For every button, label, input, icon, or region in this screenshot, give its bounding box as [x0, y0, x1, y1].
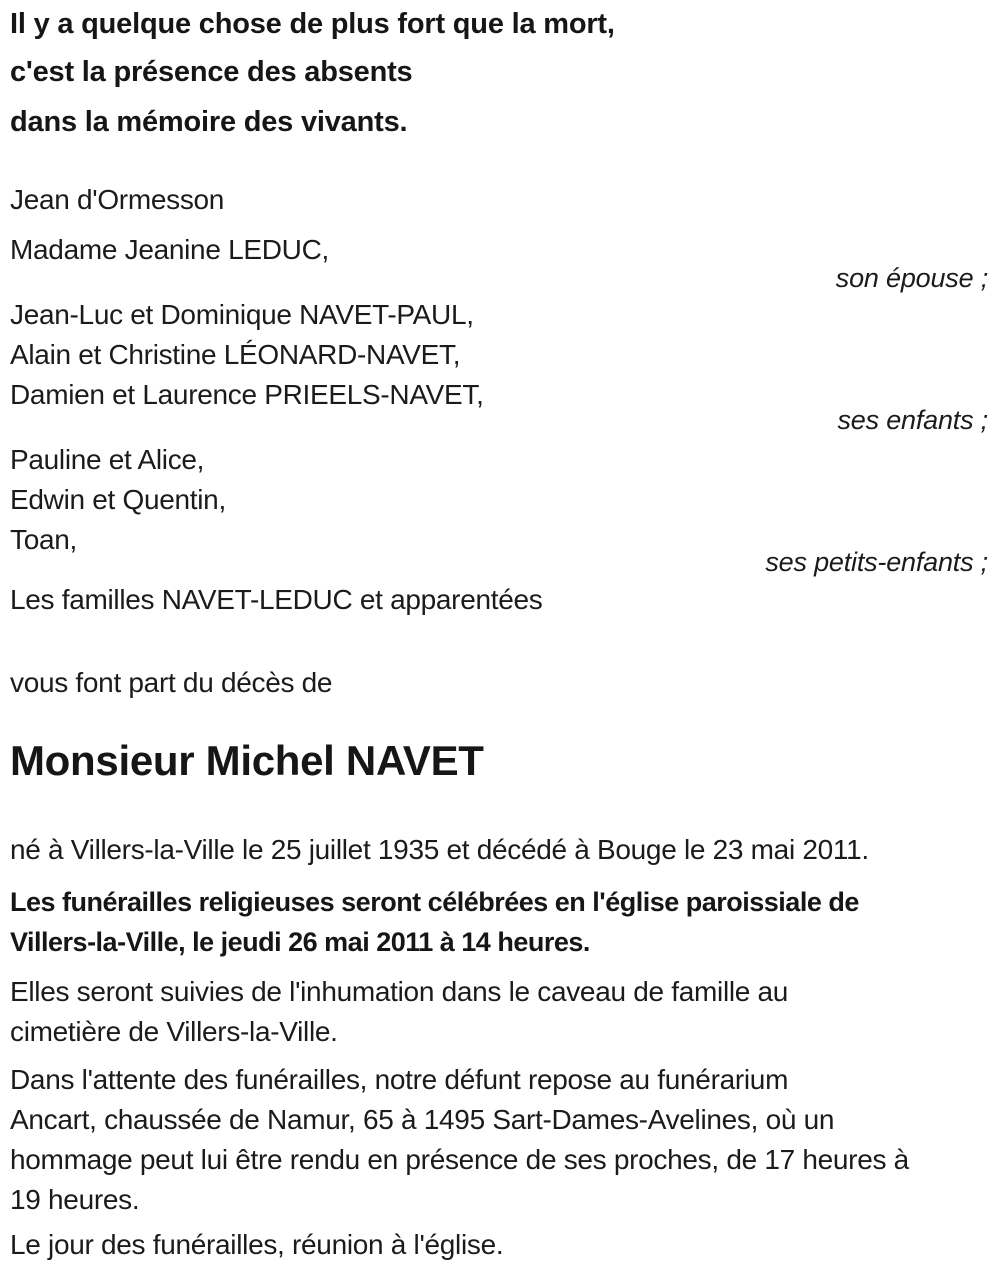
children-relation-label: ses enfants ; [837, 405, 988, 435]
spouse-relation-label: son épouse ; [835, 263, 988, 293]
visitation-line-1: Dans l'attente des funérailles, notre défunt repose au funérarium [10, 1064, 789, 1095]
quote-line-2: c'est la présence des absents [10, 56, 413, 88]
burial-line-1: Elles seront suivies de l'inhumation dans le caveau de famille au [10, 976, 789, 1007]
grandchild-name-2: Edwin et Quentin, [10, 484, 226, 515]
quote-line-3: dans la mémoire des vivants. [10, 106, 408, 138]
birth-death-line: né à Villers-la-Ville le 25 juillet 1935 et décédé à Bouge le 23 mai 2011. [10, 834, 869, 865]
child-name-1: Jean-Luc et Dominique NAVET-PAUL, [10, 299, 474, 330]
quote-line-1: Il y a quelque chose de plus fort que la mort, [10, 8, 615, 40]
assembly-line: Le jour des funérailles, réunion à l'église. [10, 1229, 504, 1260]
ceremony-paragraph [10, 882, 859, 962]
burial-line-2: cimetière de Villers-la-Ville. [10, 1016, 338, 1047]
deceased-name-title: Monsieur Michel NAVET [10, 737, 484, 784]
grandchild-name-3: Toan, [10, 524, 77, 555]
grandchildren-names [10, 440, 226, 560]
child-name-2: Alain et Christine LÉONARD-NAVET, [10, 339, 461, 370]
visitation-paragraph [10, 1060, 909, 1220]
child-name-3: Damien et Laurence PRIEELS-NAVET, [10, 379, 484, 410]
visitation-line-3: hommage peut lui être rendu en présence de ses proches, de 17 heures à [10, 1144, 909, 1175]
announcement-intro: vous font part du décès de [10, 667, 333, 698]
families-line: Les familles NAVET-LEDUC et apparentées [10, 584, 543, 615]
spouse-name: Madame Jeanine LEDUC, [10, 234, 329, 265]
children-names [10, 295, 484, 415]
ceremony-line-2: Villers-la-Ville, le jeudi 26 mai 2011 à 14 heures. [10, 927, 590, 957]
burial-paragraph [10, 972, 788, 1052]
grandchildren-relation-label: ses petits-enfants ; [765, 547, 988, 577]
visitation-line-2: Ancart, chaussée de Namur, 65 à 1495 Sart-Dames-Avelines, où un [10, 1104, 835, 1135]
visitation-line-4: 19 heures. [10, 1184, 140, 1215]
ceremony-line-1: Les funérailles religieuses seront célébrées en l'église paroissiale de [10, 887, 859, 917]
quote-author: Jean d'Ormesson [10, 184, 225, 215]
grandchild-name-1: Pauline et Alice, [10, 444, 205, 475]
